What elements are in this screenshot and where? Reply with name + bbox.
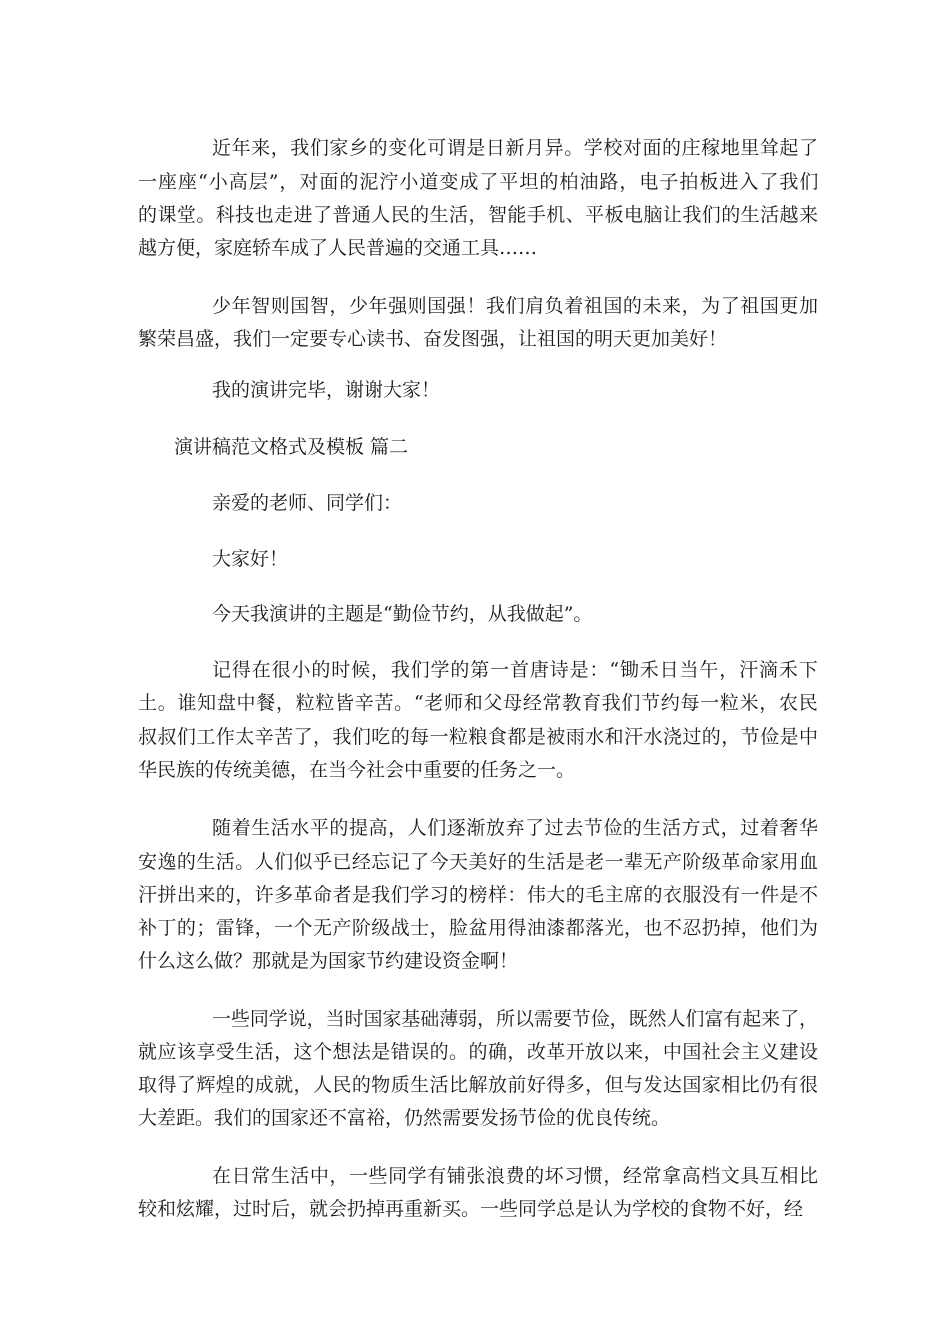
text-line: 在日常生活中，一些同学有铺张浪费的坏习惯，经常拿高档文具互相比 <box>212 1165 819 1187</box>
text-line: 补丁的；雷锋，一个无产阶级战士，脸盆用得油漆都落光，也不忍扔掉，他们为 <box>138 917 819 939</box>
text-line: 今天我演讲的主题是“勤俭节约，从我做起”。 <box>212 603 593 625</box>
text-line: 一座座“小高层”，对面的泥泞小道变成了平坦的柏油路，电子拍板进入了我们 <box>138 171 820 193</box>
text-line: 就应该享受生活，这个想法是错误的。的确，改革开放以来，中国社会主义建设 <box>138 1041 819 1063</box>
text-line: 安逸的生活。人们似乎已经忘记了今天美好的生活是老一辈无产阶级革命家用血 <box>138 851 819 873</box>
text-line: 一些同学说，当时国家基础薄弱，所以需要节俭，既然人们富有起来了， <box>212 1008 818 1030</box>
text-line: 的课堂。科技也走进了普通人民的生活，智能手机、平板电脑让我们的生活越来 <box>138 204 819 226</box>
text-line: 大差距。我们的国家还不富裕，仍然需要发扬节俭的优良传统。 <box>138 1107 671 1129</box>
text-line: 较和炫耀，过时后，就会扔掉再重新买。一些同学总是认为学校的食物不好，经 <box>138 1198 804 1220</box>
text-line: 随着生活水平的提高，人们逐渐放弃了过去节俭的生活方式，过着奢华 <box>212 817 819 839</box>
text-line: 亲爱的老师、同学们： <box>212 492 403 514</box>
text-line: 少年智则国智，少年强则国强！我们肩负着祖国的未来，为了祖国更加 <box>212 295 819 317</box>
text-line: 土。谁知盘中餐，粒粒皆辛苦。“老师和父母经常教育我们节约每一粒米，农民 <box>138 692 819 714</box>
text-line: 叔叔们工作太辛苦了，我们吃的每一粒粮食都是被雨水和汗水浇过的，节俭是中 <box>138 726 819 748</box>
text-line: 取得了辉煌的成就，人民的物质生活比解放前好得多，但与发达国家相比仍有很 <box>138 1074 819 1096</box>
heading-text: 演讲稿范文格式及模板 篇二 <box>174 436 409 458</box>
text-line: 我的演讲完毕，谢谢大家！ <box>212 379 441 401</box>
text-line: 越方便，家庭轿车成了人民普遍的交通工具…… <box>138 237 538 259</box>
text-line: 什么这么做？那就是为国家节约建设资金啊！ <box>138 950 519 972</box>
text-line: 繁荣昌盛，我们一定要专心读书、奋发图强，让祖国的明天更加美好！ <box>138 328 728 350</box>
text-line: 华民族的传统美德，在当今社会中重要的任务之一。 <box>138 759 576 781</box>
text-line: 近年来，我们家乡的变化可谓是日新月异。学校对面的庄稼地里耸起了 <box>212 137 819 159</box>
text-line: 记得在很小的时候，我们学的第一首唐诗是：“锄禾日当午，汗滴禾下 <box>212 659 819 681</box>
text-line: 大家好！ <box>212 548 289 570</box>
text-line: 汗拼出来的，许多革命者是我们学习的榜样：伟大的毛主席的衣服没有一件是不 <box>138 884 819 906</box>
